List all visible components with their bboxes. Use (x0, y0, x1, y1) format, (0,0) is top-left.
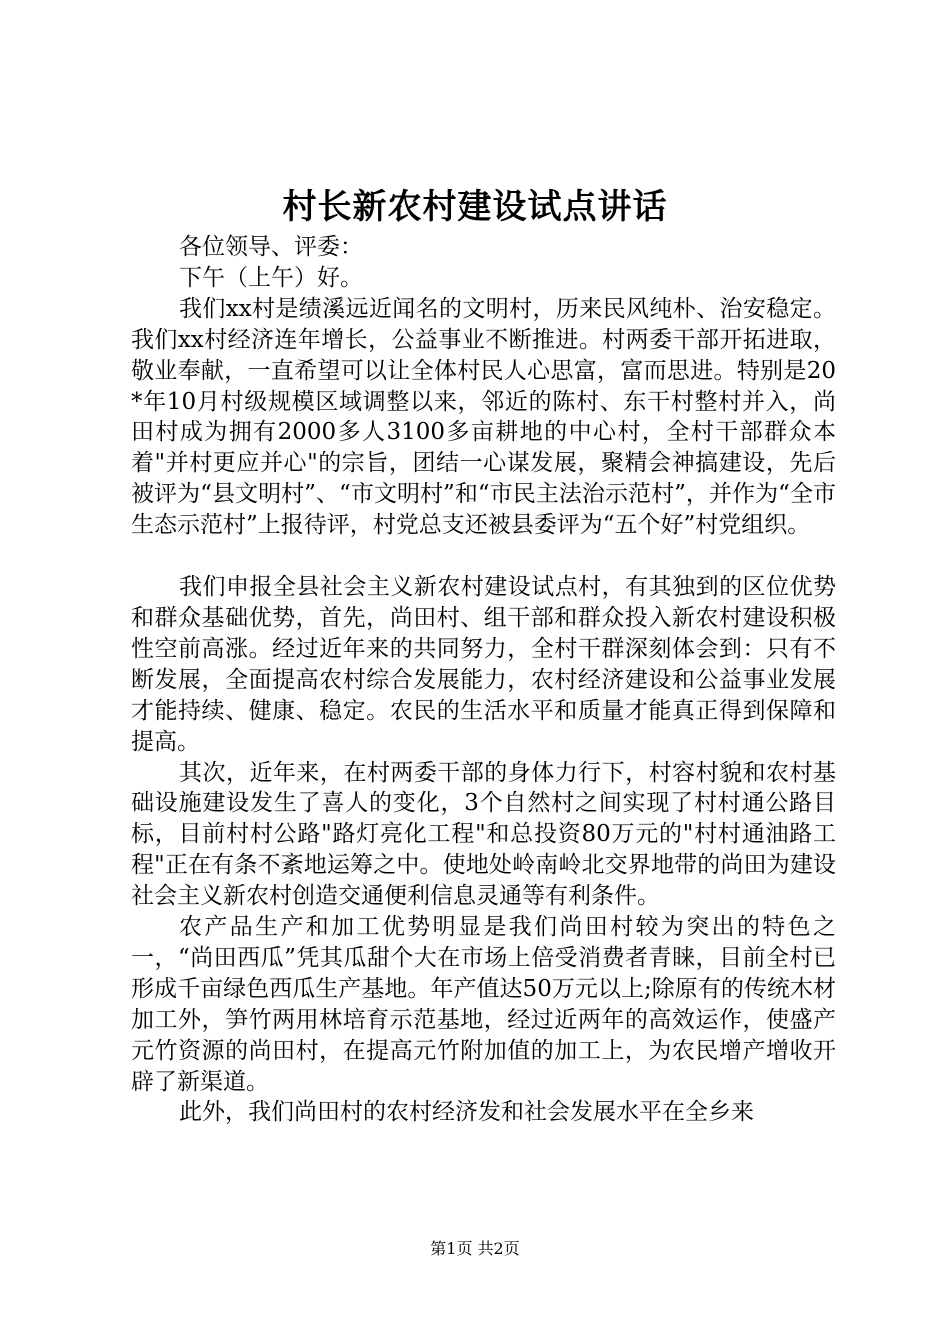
body-paragraph-1: 我们xx村是绩溪远近闻名的文明村，历来民风纯朴、治安稳定。我们xx村经济连年增长，公益事业不断推进。村两委干部开拓进取，敬业奉献，一直希望可以让全体村民人心思富，富而思进。特别是20*年10月村级规模区域调整以来，邻近的陈村、东干村整村并入，尚田村成为拥有2000多人3100多亩耕地的中心村，全村干部群众本着"并村更应并心"的宗旨，团结一心谋发展，聚精会神搞建设，先后被评为“县文明村”、“市文明村”和“市民主法治示范村”，并作为“全市生态示范村”上报待评，村党总支还被县委评为“五个好”村党组织。 (131, 295, 836, 539)
page-footer: 第1页 共2页 (430, 1239, 520, 1258)
document-title: 村长新农村建设试点讲话 (282, 187, 668, 227)
body-paragraph-3: 其次，近年来，在村两委干部的身体力行下，村容村貌和农村基础设施建设发生了喜人的变化，3个自然村之间实现了村村通公路目标，目前村村公路"路灯亮化工程"和总投资80万元的"村村通油路工程"正在有条不紊地运筹之中。使地处岭南岭北交界地带的尚田为建设社会主义新农村创造交通便利信息灵通等有利条件。 (131, 759, 836, 910)
salutation-paragraph: 各位领导、评委： (179, 234, 363, 260)
document-body (131, 232, 836, 1128)
greeting-paragraph: 下午（上午）好。 (179, 264, 363, 291)
body-paragraph-4: 农产品生产和加工优势明显是我们尚田村较为突出的特色之一，“尚田西瓜”凭其瓜甜个大在市场上倍受消费者青睐，目前全村已形成千亩绿色西瓜生产基地。年产值达50万元以上;除原有的传统木材加工外，笋竹两用林培育示范基地，经过近两年的高效运作，使盛产元竹资源的尚田村，在提高元竹附加值的加工上，为农民增产增收开辟了新渠道。 (131, 914, 836, 1095)
body-paragraph-5: 此外，我们尚田村的农村经济发和社会发展水平在全乡来 (179, 1099, 754, 1126)
body-paragraph-2: 我们申报全县社会主义新农村建设试点村，有其独到的区位优势和群众基础优势，首先，尚田村、组干部和群众投入新农村建设积极性空前高涨。经过近年来的共同努力，全村干群深刻体会到：只有不断发展，全面提高农村综合发展能力，农村经济建设和公益事业发展才能持续、健康、稳定。农民的生活水平和质量才能真正得到保障和提高。 (131, 574, 836, 755)
